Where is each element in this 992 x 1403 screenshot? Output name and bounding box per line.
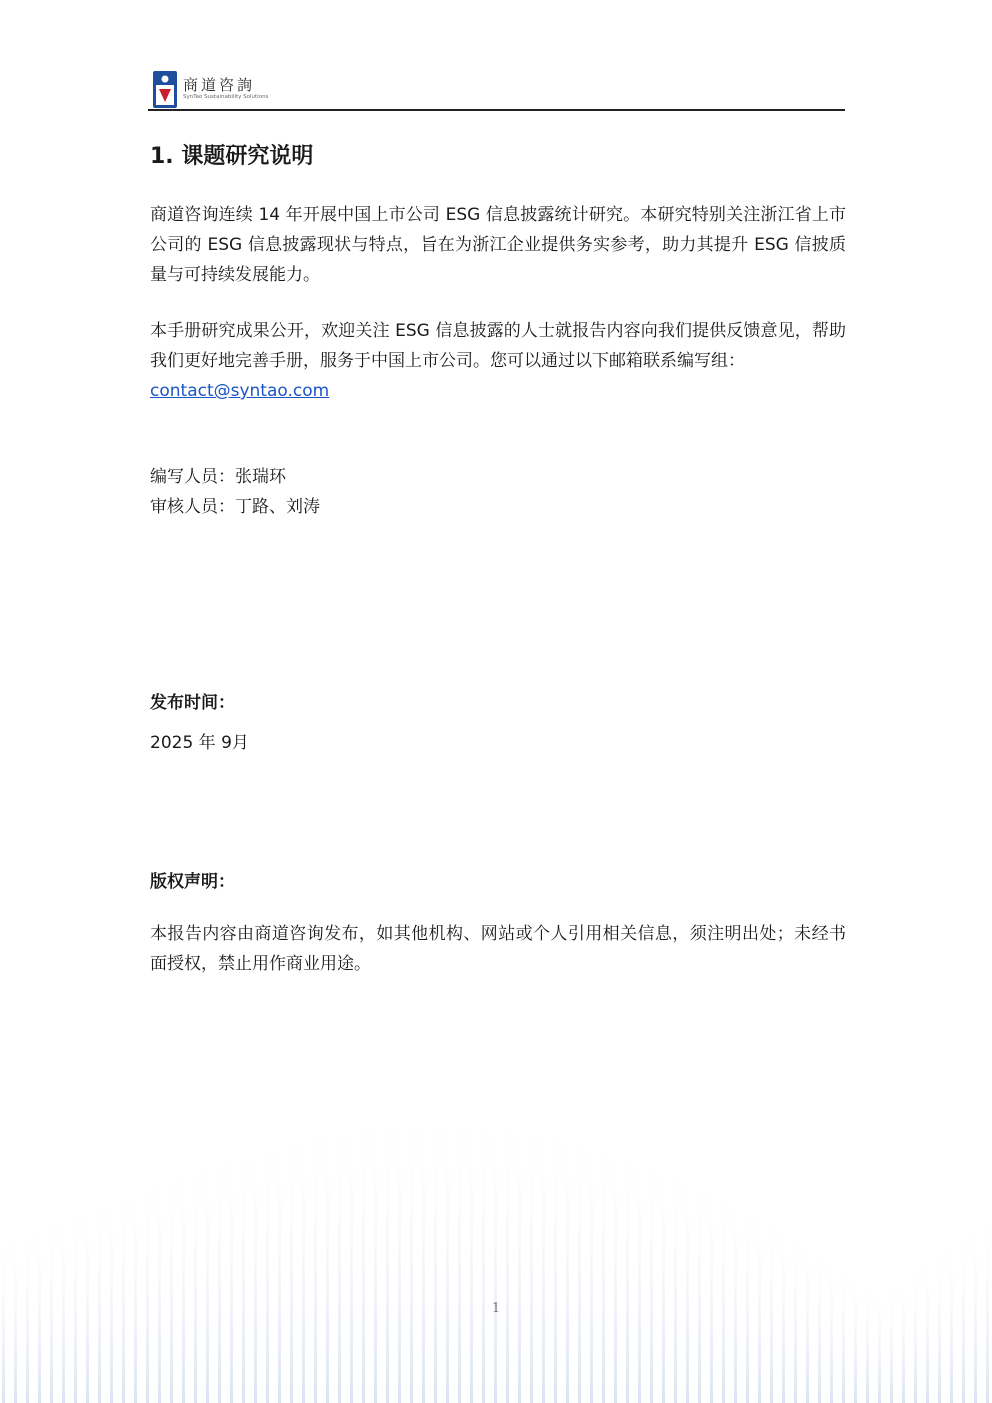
decoration-bar	[722, 1174, 725, 1403]
decoration-bar	[494, 1095, 497, 1403]
decoration-bar	[350, 1100, 353, 1403]
decoration-bar	[386, 1095, 389, 1403]
decoration-bar	[254, 1123, 257, 1403]
decoration-bar	[230, 1131, 233, 1403]
decoration-bar	[542, 1103, 545, 1403]
decoration-bar	[314, 1107, 317, 1403]
decoration-bar	[170, 1153, 173, 1403]
feedback-paragraph: 本手册研究成果公开，欢迎关注 ESG 信息披露的人士就报告内容向我们提供反馈意见，帮助我们更好地完善手册，服务于中国上市公司。您可以通过以下邮箱联系编写组：	[150, 321, 846, 371]
decoration-bar	[134, 1168, 137, 1403]
decoration-bar	[578, 1112, 581, 1403]
page-header	[150, 66, 845, 110]
logo-english-name: SynTao Sustainability Solutions	[183, 94, 269, 100]
syntao-logo-icon	[153, 71, 177, 108]
decoration-bar	[686, 1155, 689, 1403]
decoration-bar	[950, 1230, 953, 1403]
logo-chinese-name: 商道咨詢	[183, 76, 256, 94]
decoration-bar	[842, 1252, 845, 1403]
decoration-bar	[674, 1149, 677, 1403]
decoration-bar	[158, 1158, 161, 1403]
decoration-bar	[410, 1093, 413, 1403]
decoration-bar	[866, 1270, 869, 1403]
decoration-bar	[758, 1195, 761, 1403]
decoration-bar	[326, 1104, 329, 1403]
decoration-bar	[86, 1189, 89, 1403]
decoration-bar	[710, 1167, 713, 1403]
section-heading: 1. 课题研究说明	[150, 144, 314, 169]
decoration-bar	[362, 1098, 365, 1403]
decoration-bar	[290, 1113, 293, 1403]
intro-paragraph: 商道咨询连续 14 年开展中国上市公司 ESG 信息披露统计研究。本研究特别关注浙江省上市公司的 ESG 信息披露现状与特点，旨在为浙江企业提供务实参考，助力其提升 ESG 信披质量与可持续发展能力。	[150, 205, 846, 285]
copyright-label: 版权声明：	[150, 872, 235, 892]
author-line: 编写人员：张瑞环	[150, 467, 286, 487]
decoration-bar	[434, 1092, 437, 1403]
decoration-bar	[146, 1163, 149, 1403]
release-date-label: 发布时间：	[150, 693, 235, 713]
decoration-bar	[614, 1123, 617, 1403]
decoration-bar	[266, 1119, 269, 1403]
contact-email-link[interactable]: contact@syntao.com	[150, 381, 330, 401]
reviewer-line: 审核人员：丁路、刘涛	[150, 497, 320, 517]
decoration-bar	[110, 1178, 113, 1403]
decoration-bar	[914, 1259, 917, 1403]
background-decoration	[0, 983, 992, 1403]
decoration-bar	[206, 1139, 209, 1403]
copyright-paragraph: 本报告内容由商道咨询发布，如其他机构、网站或个人引用相关信息，须注明出处；未经书面授权，禁止用作商业用途。	[150, 924, 846, 974]
decoration-bar	[662, 1143, 665, 1403]
decoration-bar	[458, 1092, 461, 1403]
decoration-bar	[854, 1261, 857, 1403]
decoration-bar	[626, 1128, 629, 1403]
decoration-bar	[878, 1279, 881, 1403]
decoration-bar	[518, 1098, 521, 1403]
decoration-bar	[926, 1249, 929, 1403]
decoration-bar	[734, 1181, 737, 1403]
decoration-bar	[242, 1127, 245, 1403]
decoration-bar	[398, 1094, 401, 1403]
decoration-bar	[446, 1092, 449, 1403]
decoration-bar	[650, 1138, 653, 1403]
decoration-bar	[506, 1097, 509, 1403]
decoration-bar	[98, 1184, 101, 1403]
decoration-bar	[554, 1106, 557, 1403]
decoration-bar	[890, 1277, 893, 1403]
decoration-bar	[638, 1133, 641, 1403]
decoration-bar	[194, 1144, 197, 1403]
decoration-bar	[698, 1161, 701, 1403]
decoration-bar	[602, 1119, 605, 1403]
decoration-bar	[470, 1093, 473, 1403]
release-date-value: 2025 年 9月	[150, 733, 249, 753]
decoration-bar	[818, 1235, 821, 1403]
decoration-bar	[278, 1116, 281, 1403]
decoration-bar	[746, 1188, 749, 1403]
decoration-bar	[74, 1194, 77, 1403]
decoration-bar	[374, 1096, 377, 1403]
page-number: 1	[491, 1301, 501, 1316]
decoration-bar	[422, 1092, 425, 1403]
decoration-bar	[218, 1135, 221, 1403]
decoration-bar	[302, 1110, 305, 1403]
decoration-bar	[830, 1244, 833, 1403]
decoration-bar	[902, 1268, 905, 1403]
decoration-bar	[566, 1109, 569, 1403]
decoration-bar	[590, 1115, 593, 1403]
decoration-bar	[938, 1240, 941, 1403]
decoration-bar	[122, 1173, 125, 1403]
decoration-bar	[530, 1100, 533, 1403]
decoration-bar	[338, 1102, 341, 1403]
header-divider	[148, 109, 845, 111]
decoration-bar	[182, 1149, 185, 1403]
decoration-bar	[482, 1094, 485, 1403]
